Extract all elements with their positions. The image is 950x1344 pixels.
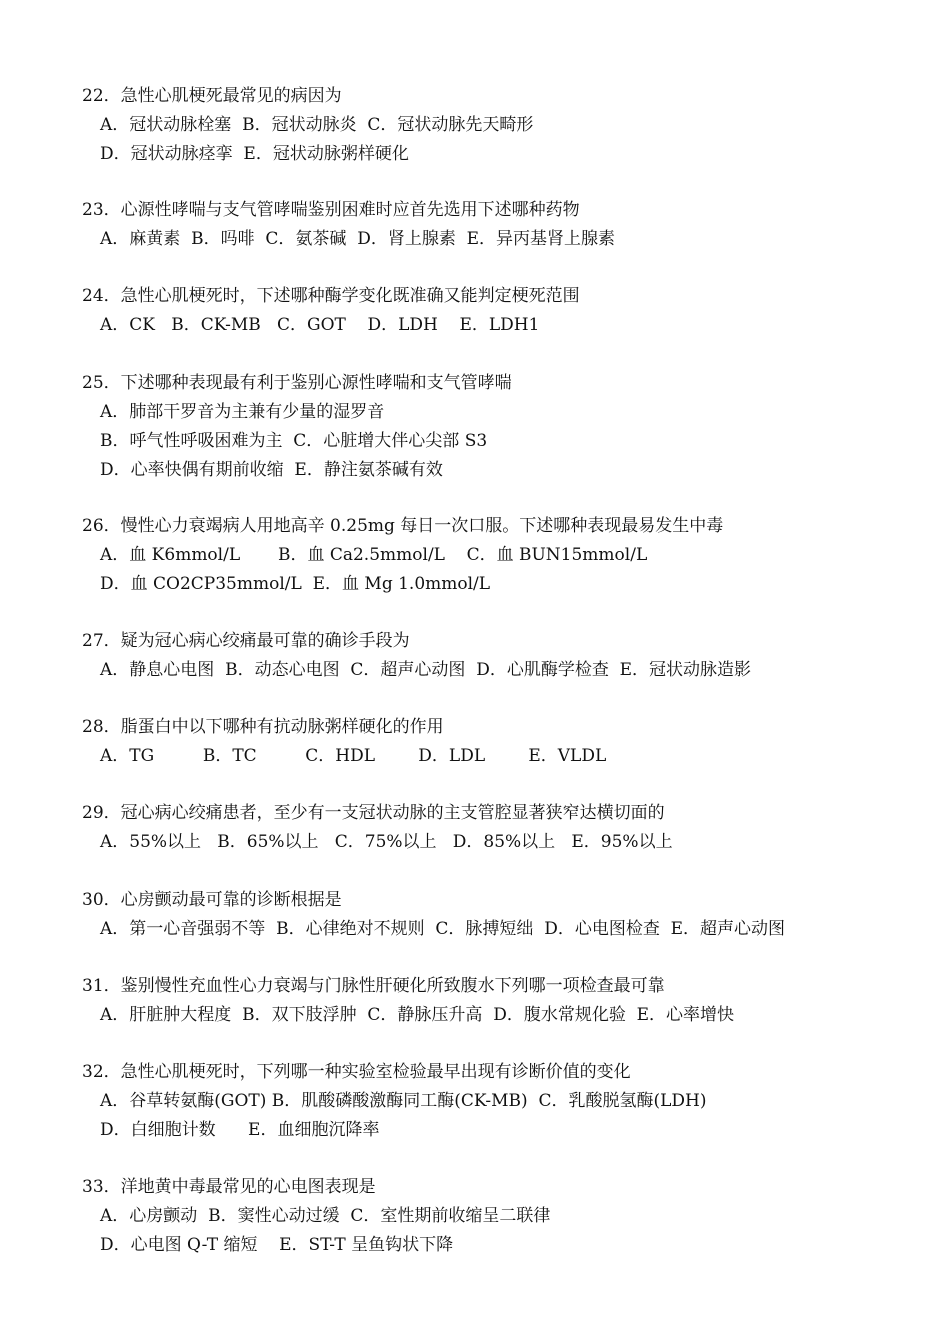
question-stem: 26．慢性心力衰竭病人用地高辛 0.25mg 每日一次口服。下述哪种表现最易发生中毒 [82, 516, 724, 536]
option-line: D．心电图 Q-T 缩短 E．ST-T 呈鱼钩状下降 [100, 1235, 454, 1255]
question-33 [82, 1173, 930, 1260]
option-line: A．血 K6mmol/L B．血 Ca2.5mmol/L C．血 BUN15mmol/L [100, 545, 648, 565]
question-stem: 29．冠心病心绞痛患者，至少有一支冠状动脉的主支管腔显著狭窄达横切面的 [82, 803, 665, 823]
option-line: B．呼气性呼吸困难为主 C．心脏增大伴心尖部 S3 [100, 431, 488, 451]
question-stem: 27．疑为冠心病心绞痛最可靠的确诊手段为 [82, 631, 410, 651]
question-32 [82, 1058, 930, 1145]
question-stem: 31．鉴别慢性充血性心力衰竭与门脉性肝硬化所致腹水下列哪一项检查最可靠 [82, 976, 665, 996]
question-stem: 23．心源性哮喘与支气管哮喘鉴别困难时应首先选用下述哪种药物 [82, 200, 580, 220]
option-line: A．谷草转氨酶(GOT) B．肌酸磷酸激酶同工酶(CK-MB) C．乳酸脱氢酶(LDH) [100, 1091, 707, 1111]
question-23 [82, 196, 930, 254]
option-line: D．血 CO2CP35mmol/L E．血 Mg 1.0mmol/L [100, 574, 491, 594]
option-line: D．冠状动脉痉挛 E．冠状动脉粥样硬化 [100, 144, 409, 164]
question-30 [82, 886, 930, 944]
question-25 [82, 369, 930, 485]
question-stem: 22．急性心肌梗死最常见的病因为 [82, 86, 342, 106]
option-line: A．CK B．CK-MB C．GOT D．LDH E．LDH1 [100, 315, 540, 335]
question-stem: 30．心房颤动最可靠的诊断根据是 [82, 890, 342, 910]
option-line: A．静息心电图 B．动态心电图 C．超声心动图 D．心肌酶学检查 E．冠状动脉造影 [100, 660, 752, 680]
question-27 [82, 627, 930, 685]
option-line: A．麻黄素 B．吗啡 C．氨茶碱 D．肾上腺素 E．异丙基肾上腺素 [100, 229, 616, 249]
option-line: D．白细胞计数 E．血细胞沉降率 [100, 1120, 380, 1140]
option-line: A．肝脏肿大程度 B．双下肢浮肿 C．静脉压升高 D．腹水常规化验 E．心率增快 [100, 1005, 735, 1025]
question-stem: 33．洋地黄中毒最常见的心电图表现是 [82, 1177, 376, 1197]
option-line: A．冠状动脉栓塞 B．冠状动脉炎 C．冠状动脉先天畸形 [100, 115, 534, 135]
option-line: D．心率快偶有期前收缩 E．静注氨茶碱有效 [100, 460, 443, 480]
question-29 [82, 799, 930, 857]
option-line: A．55%以上 B．65%以上 C．75%以上 D．85%以上 E．95%以上 [100, 832, 673, 852]
question-26 [82, 512, 930, 599]
question-stem: 25．下述哪种表现最有利于鉴别心源性哮喘和支气管哮喘 [82, 373, 512, 393]
option-line: A．肺部干罗音为主兼有少量的湿罗音 [100, 402, 385, 422]
question-28 [82, 713, 930, 771]
option-line: A．第一心音强弱不等 B．心律绝对不规则 C．脉搏短绌 D．心电图检查 E．超声心动图 [100, 919, 786, 939]
question-24 [82, 282, 930, 340]
option-line: A．TG B．TC C．HDL D．LDL E．VLDL [100, 746, 607, 766]
question-stem: 32．急性心肌梗死时，下列哪一种实验室检验最早出现有诊断价值的变化 [82, 1062, 631, 1082]
question-stem: 28．脂蛋白中以下哪种有抗动脉粥样硬化的作用 [82, 717, 444, 737]
question-22 [82, 82, 930, 169]
question-stem: 24．急性心肌梗死时，下述哪种酶学变化既准确又能判定梗死范围 [82, 286, 580, 306]
question-31 [82, 972, 930, 1030]
option-line: A．心房颤动 B．窦性心动过缓 C．室性期前收缩呈二联律 [100, 1206, 551, 1226]
